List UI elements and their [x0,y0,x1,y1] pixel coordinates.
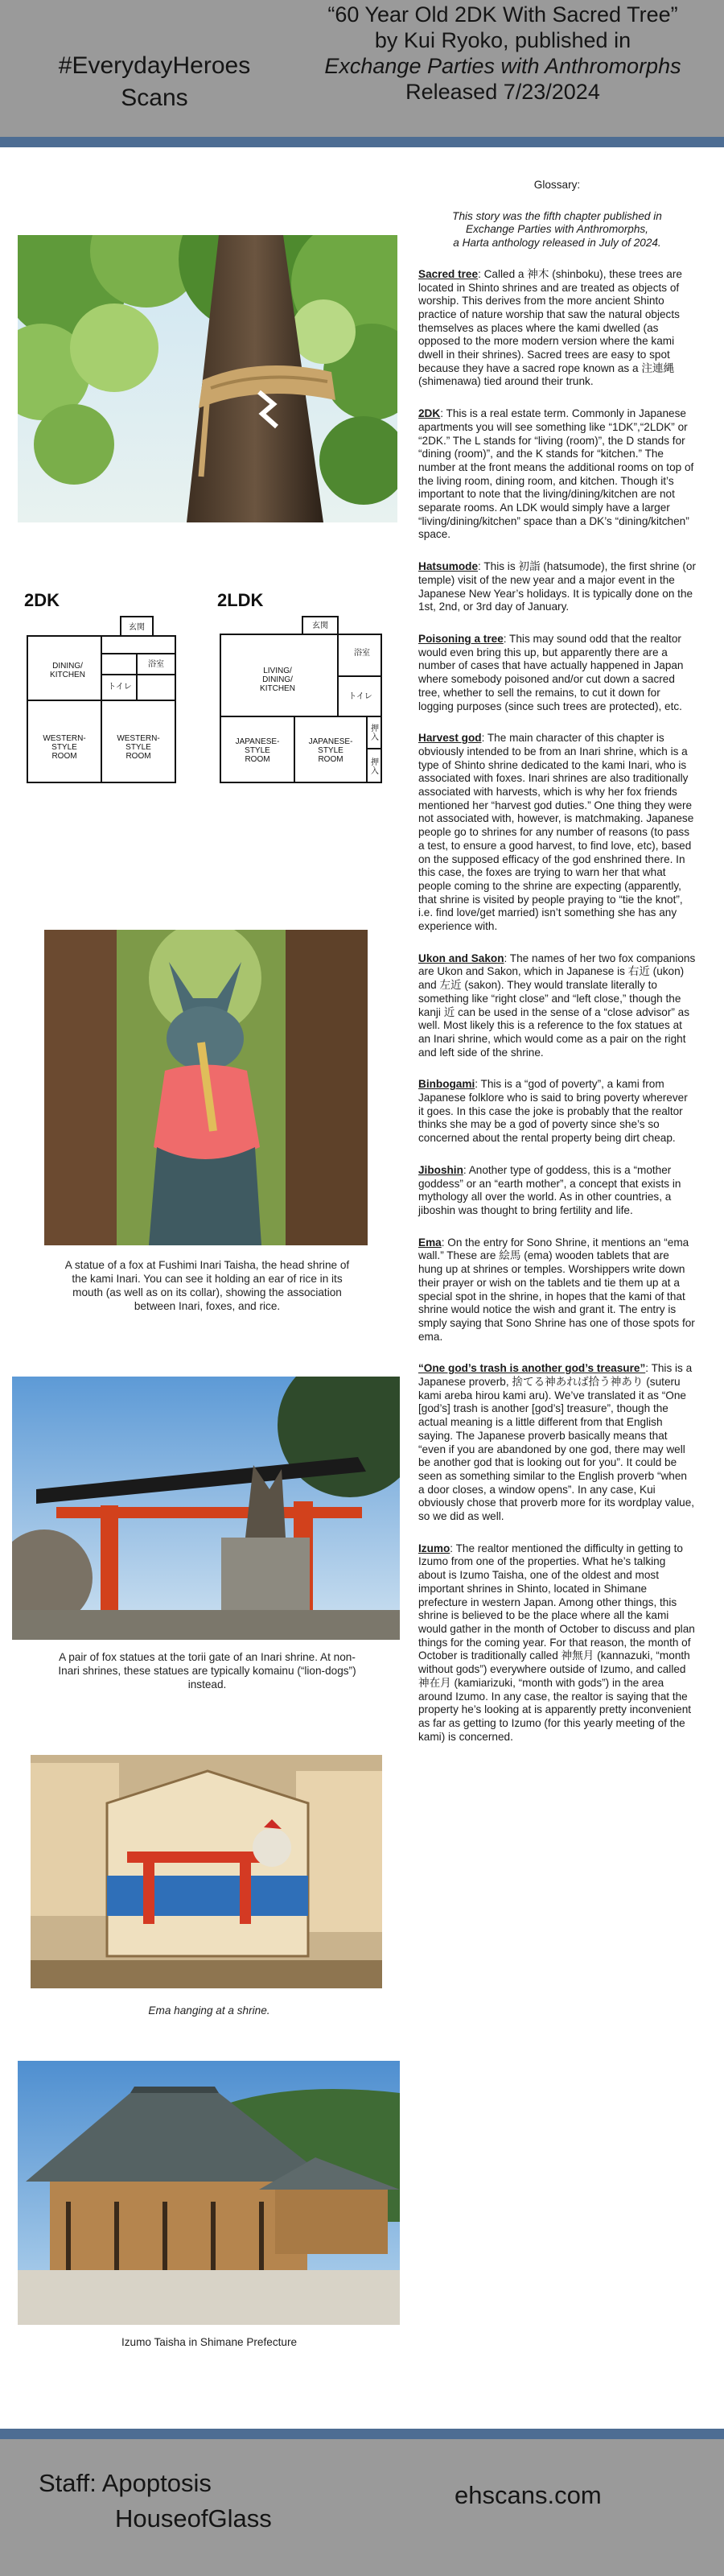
floorplan-2ldk [217,612,390,787]
ema-caption: Ema hanging at a shrine. [148,2004,270,2017]
fp1-western-room-1: WESTERN- STYLE ROOM [43,734,86,761]
entry-hatsumode: Hatsumode: This is 初詣 (hatsumode), the first shrine (or temple) visit of the new year and a major event in the Japanese New Year’s holidays. It is typically done on the 1st, 2nd, or 3rd day of January. [418,560,696,613]
fox-statue-caption: A statue of a fox at Fushimi Inari Taisha, the head shrine of the kami Inari. You can see it holding an ear of rice in its mouth (as well as on its collar), showing the association between Inari, foxes, and rice. [64,1259,350,1312]
release-date: Released 7/23/2024 [405,80,600,104]
entry-poisoning-tree: Poisoning a tree: This may sound odd that the realtor would even bring this up, but apparently there are a number of cases that have actually happened in Japan where somebody poisoned and/or cut down a sacred tree, whether to sell the remains, to cut it down for logging purposes (since such trees are protected), etc. [418,632,684,712]
fp1-western-room-2: WESTERN- STYLE ROOM [117,734,160,761]
chapter-title-block [290,2,716,105]
group-name: Scans [121,85,188,111]
footer-banner [0,2439,724,2576]
header-divider [0,137,724,147]
entry-ukon-sakon: Ukon and Sakon: The names of her two fox companions are Ukon and Sakon, which in Japanese is 右近 (ukon) and 左近 (sakon). They would translate literally to something like “right close” and “left close,” though the kanji 近 can be used in the sense of a “close advisor” as well. Most likely this is a reference to the fox statues at an Inari shrine, which would come as a pair on the right and left side of the shrine. [418,952,696,1059]
header-banner [0,0,724,137]
group-tag [34,50,275,114]
fox-statue-photo [44,930,368,1245]
torii-caption: A pair of fox statues at the torii gate of an Inari shrine. At non-Inari shrines, these statues are typically komainu (“lion-dogs”) instead. [58,1651,356,1690]
fp1-toilet-label: トイレ [108,683,132,691]
entry-harvest-god: Harvest god: The main character of this chapter is obviously intended to be from an Inari shrine, which is a type of Shinto shrine dedicated to the kami Inari, who is associated with foxes. Inari shrines are also traditionally associated with harvests, which is why her fox friends mentioned her “harvest god duties.” One thing they were not associated with, however, is matchmaking. Japanese people go to shrines for any number of reasons (to pass a test, to ensure a good harvest, to find love, etc), based on the supposed efficacy of the god enshrined there. In this case, the foxes are trying to warn her that what people coming to the shrine are expecting (apparently, that shrine is visited by people praying to “tie the knot”, i.e. find love/get married) isn’t something she has any experience with. [418,732,694,933]
entry-izumo: Izumo: The realtor mentioned the difficulty in getting to Izumo from one of the properties. What he’s talking about is Izumo Taisha, one of the oldest and most important shrines in Shinto, located in Shimane prefecture in western Japan. Among other things, this shrine is believed to be the place where all the kami would gather in the month of October to discuss and plan things for the coming year. For that reason, the month of October is traditionally called 神無月 (kannazuki, “month without gods”) everywhere outside of Izumo, and called 神在月 (kamiarizuki, “month with gods”) in the area around Izumo. In any case, the realtor is saying that the property he’s looking at is apparently pretty inconvenient as far as getting to Izumo (for this yearly meeting of the kami) is concerned. [418,1542,695,1743]
fp2-closet-1: 押入 [371,724,379,742]
author-line: by Kui Ryoko, published in [374,28,631,52]
site-url: ehscans.com [455,2481,602,2509]
fp2-bath-label: 浴室 [354,649,370,658]
entry-sacred-tree: Sacred tree: Called a 神木 (shinboku), these trees are located in Shinto shrines and are treated as objects of worship. This derives from the more ancient Shinto practice of nature worship that saw the natural objects themselves as places where the kami dwelled (as opposed to the more modern version where the kami dwell in their shrines). Sacred trees are easy to spot because they have a sacred rope known as a 注連縄 (shimenawa) tied around their trunk. [418,267,682,388]
floorplan-2ldk-label: 2LDK [217,590,264,610]
glossary-column [418,179,696,1762]
izumo-caption: Izumo Taisha in Shimane Prefecture [121,2336,298,2348]
fp1-dining-label: DINING/ KITCHEN [50,662,85,679]
floorplan-2dk-label: 2DK [24,590,60,610]
entry-gods-trash: “One god’s trash is another god’s treasure”: This is a Japanese proverb, 捨てる神あれば拾う神あり (suteru kami areba hirou kami aru). We’ve translated it as “One [god’s] trash is another [god’s] treasure”, though the actual meaning is a little different from that English saying. The Japanese proverb basically means that “even if you are abandoned by one god, there may well be another god that is looking out for you”. It could be seen as something similar to the English proverb “when a door closes, a window opens”. In any case, Kui obviously chose that proverb more for its wordplay value, so we did as well. [418,1362,695,1523]
footer-divider [0,2429,724,2439]
fp2-japanese-room-1: JAPANESE- STYLE ROOM [235,737,280,764]
entry-ema: Ema: On the entry for Sono Shrine, it mentions an “ema wall.” These are 絵馬 (ema) wooden tablets that are hung up at shrines or temples. Worshippers write down their prayer or wish on the tablets and tie them up at a special spot in the shrine, in hopes that the kami of that shrine would notice the wish and grant it. The entry is smply saying that Sono Shrine has one of those spots for ema. [418,1236,695,1343]
fp2-ldk-label: LIVING/ DINING/ KITCHEN [260,667,295,693]
chapter-title: “60 Year Old 2DK With Sacred Tree” [327,2,678,27]
glossary-intro: This story was the fifth chapter published in Exchange Parties with Anthromorphs, a Harta anthology released in July of 2024. [452,209,662,250]
fp2-japanese-room-2: JAPANESE- STYLE ROOM [308,737,353,764]
fp2-toilet-label: トイレ [348,692,372,701]
group-hashtag: #EverydayHeroes [58,52,251,79]
fp2-closet-2: 押入 [371,758,379,776]
izumo-taisha-photo [18,2061,400,2325]
staff-credit: Staff: Apoptosis [39,2469,212,2497]
entry-2dk: 2DK: This is a real estate term. Commonly in Japanese apartments you will see something like “1DK”,“2LDK” or “2DK.” The L stands for “living (room)”, the D stands for “dining (room)”, and the K stands for “kitchen.” The number at the front means the additional rooms on top of the living room, dining room, and kitchen. Though it’s important to note that the living/dining/kitchen are not separate rooms. An LDK would simply have a larger “living/dining/kitchen” space than a DK’s “dining/kitchen” space. [418,407,694,541]
fp1-entry-label: 玄関 [129,623,145,632]
fp1-bath-label: 浴室 [148,660,164,669]
sacred-tree-photo [18,235,397,522]
torii-fox-photo [12,1377,400,1640]
ema-photo [31,1755,382,1988]
fp2-entry-label: 玄関 [312,621,328,630]
glossary-title: Glossary: [533,179,581,191]
floorplan-2dk [24,612,193,787]
entry-jiboshin: Jiboshin: Another type of goddess, this is a “mother goddess” or an “earth mother”, a concept that exists in mythology all over the world. As in other countries, a jiboshin was thought to bring fertility and life. [418,1163,681,1216]
entry-binbogami: Binbogami: This is a “god of poverty”, a kami from Japanese folklore who is said to bring poverty wherever it goes. In this case the joke is probably that the realtor thinks she may be a god of poverty since she’s so concerned about the rental property being dirt cheap. [418,1078,688,1145]
staff-name-2: HouseofGlass [115,2504,272,2533]
anthology-title: Exchange Parties with Anthromorphs [324,54,681,78]
